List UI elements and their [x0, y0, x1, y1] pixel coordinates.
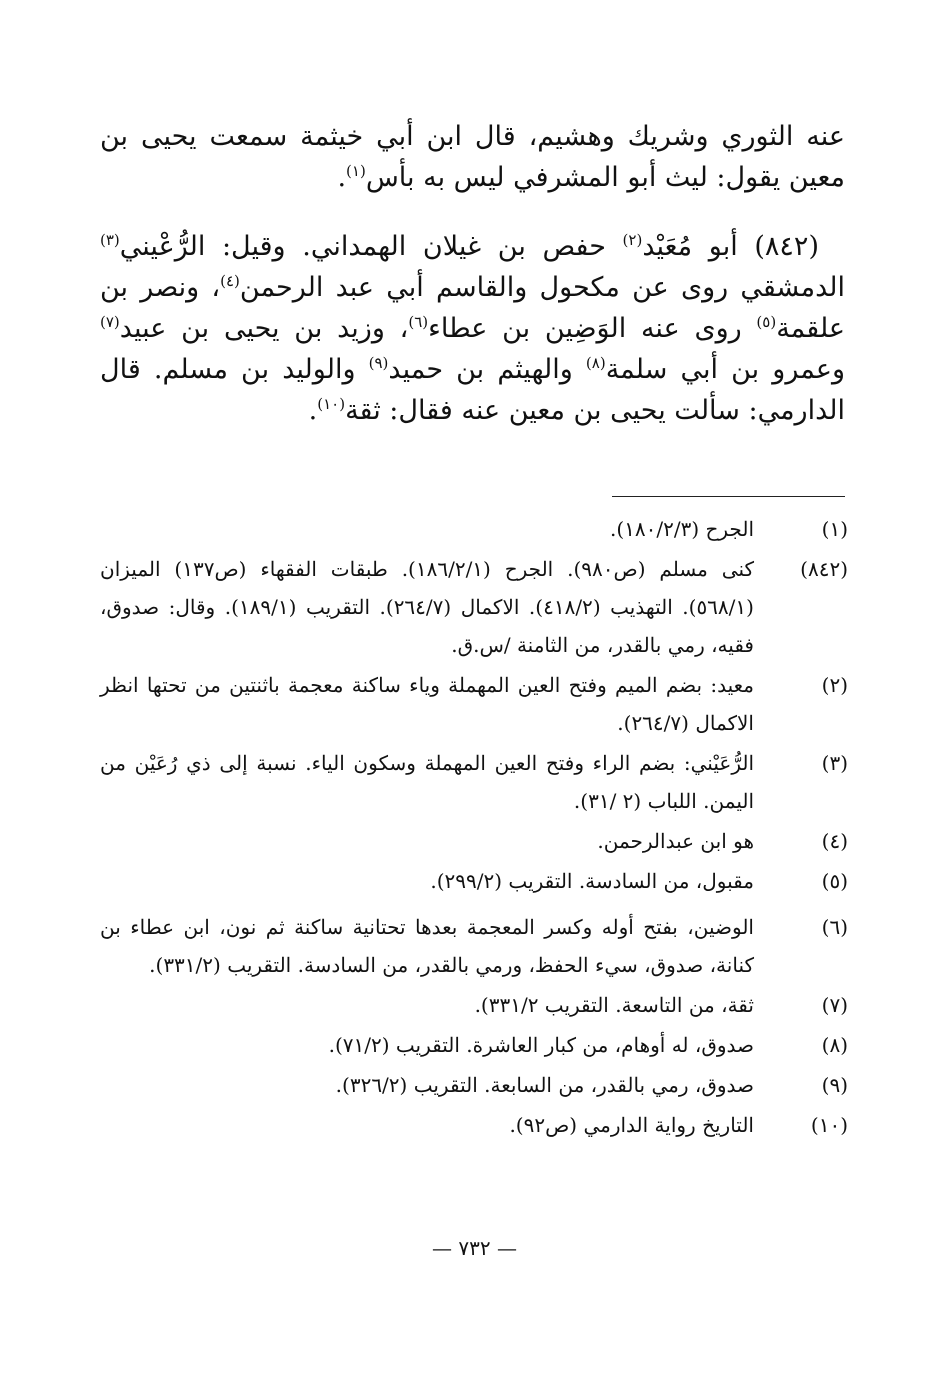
footnote-item: [100, 550, 852, 664]
para-2-seg-7: وعمرو بن أبي سلمة: [605, 354, 845, 385]
footnote-number: (٤): [821, 829, 848, 853]
para-2-seg-8: والهيثم بن حميد: [388, 354, 586, 385]
footnote-number: (٨٤٢): [800, 557, 848, 581]
para-2-seg-4: ، ونصر بن علقمة: [100, 272, 845, 344]
footnote-ref-6: (٦): [408, 313, 429, 331]
footnote-number: (٥): [821, 869, 848, 893]
footnote-ref-4: (٤): [220, 272, 240, 290]
footnote-text: الرُّعَيْني: بضم الراء وفتح العين المهملة وسكون الياء. نسبة إلى ذي رُعَيْن من اليمن. اللباب (٢ /٣١).: [100, 751, 754, 813]
footnote-number: (٦): [821, 915, 848, 939]
footnote-ref-2: (٢): [622, 231, 643, 249]
footnote-text: صدوق، له أوهام، من كبار العاشرة. التقريب (٧١/٢).: [328, 1033, 754, 1057]
footnote-number: (٩): [821, 1073, 848, 1097]
footnote-ref-8: (٨): [585, 354, 606, 372]
main-paragraph-1: [100, 116, 845, 198]
footnote-item: [100, 510, 852, 548]
footnote-ref-9: (٩): [368, 354, 389, 372]
footnote-text: هو ابن عبدالرحمن.: [597, 829, 754, 853]
page-number: — ٧٣٢ —: [432, 1236, 517, 1260]
footnote-text: الوضين، بفتح أوله وكسر المعجمة بعدها تحتانية ساكنة ثم نون، ابن عطاء بن كنانة، صدوق، سيء الحفظ، ورمي بالقدر، من السادسة. التقريب (٣٣١/٢).: [100, 915, 754, 977]
footnote-item: [100, 1106, 852, 1144]
footnote-item: [100, 862, 852, 900]
footnote-item: [100, 822, 852, 860]
footnote-text: ثقة، من التاسعة. التقريب ٣٣١/٢).: [474, 993, 754, 1017]
footnote-ref-5: (٥): [756, 313, 777, 331]
footnote-item: [100, 986, 852, 1024]
footnote-text: كنى مسلم (ص٩٨٠). الجرح (١٨٦/٢/١). طبقات الفقهاء (ص١٣٧) الميزان (٥٦٨/١). التهذيب (٤١٨/٢). الاكمال (٢٦٤/٧). التقريب (١٨٩/١). وقال: صدوق، فقيه، رمي بالقدر، من الثامنة /س.ق.: [100, 557, 754, 657]
footnotes-section: [100, 510, 852, 1144]
footnote-text: التاريخ رواية الدارمي (ص٩٢).: [509, 1113, 754, 1137]
footnote-number: (٨): [821, 1033, 848, 1057]
para-1-end: .: [337, 162, 347, 193]
footnote-number: (٣): [821, 751, 848, 775]
para-2-seg-9: والوليد بن مسلم. قال الدارمي: سألت يحيى بن معين عنه فقال: ثقة: [100, 354, 845, 426]
para-2-seg-6: ، وزيد بن يحيى بن عبيد: [119, 313, 409, 344]
footnote-item: [100, 1066, 852, 1104]
footnote-item: [100, 908, 852, 984]
footnote-number: (١): [821, 517, 848, 541]
para-2-seg-5: روى عنه الوَضِين بن عطاء: [428, 313, 757, 344]
footnote-item: [100, 744, 852, 820]
para-1-text: عنه الثوري وشريك وهشيم، قال ابن أبي خيثمة سمعت يحيى بن معين يقول: ليث أبو المشرفي ليس به بأس: [100, 121, 845, 193]
main-paragraph-2: [100, 226, 845, 431]
para-2-seg-3: الدمشقي روى عن مكحول والقاسم أبي عبد الرحمن: [239, 272, 846, 303]
footnote-text: مقبول، من السادسة. التقريب (٢٩٩/٢).: [430, 869, 754, 893]
footnote-separator: [612, 496, 845, 497]
entry-heading: (٨٤٢) أبو مُعَيْد: [642, 231, 819, 262]
footnote-text: معيد: بضم الميم وفتح العين المهملة وياء ساكنة معجمة باثنتين من تحتها انظر الاكمال (٢٦٤/٧).: [100, 673, 754, 735]
footnote-ref-10: (١٠): [317, 395, 346, 413]
footnote-number: (٢): [821, 673, 848, 697]
para-2-seg-10: .: [308, 395, 318, 426]
footnote-text: صدوق، رمي بالقدر، من السابعة. التقريب (٣٢٦/٢).: [335, 1073, 754, 1097]
footnote-ref-7: (٧): [100, 313, 120, 331]
footnote-item: [100, 1026, 852, 1064]
para-2-seg-2: حفص بن غيلان الهمداني. وقيل: الرُّعْيني: [119, 231, 623, 262]
footnote-number: (١٠): [810, 1113, 848, 1137]
footnote-ref-1: (١): [346, 162, 366, 180]
footnote-number: (٧): [821, 993, 848, 1017]
footnote-ref-3: (٣): [100, 231, 120, 249]
footnote-text: الجرح (١٨٠/٢/٣).: [609, 517, 754, 541]
footnote-item: [100, 666, 852, 742]
